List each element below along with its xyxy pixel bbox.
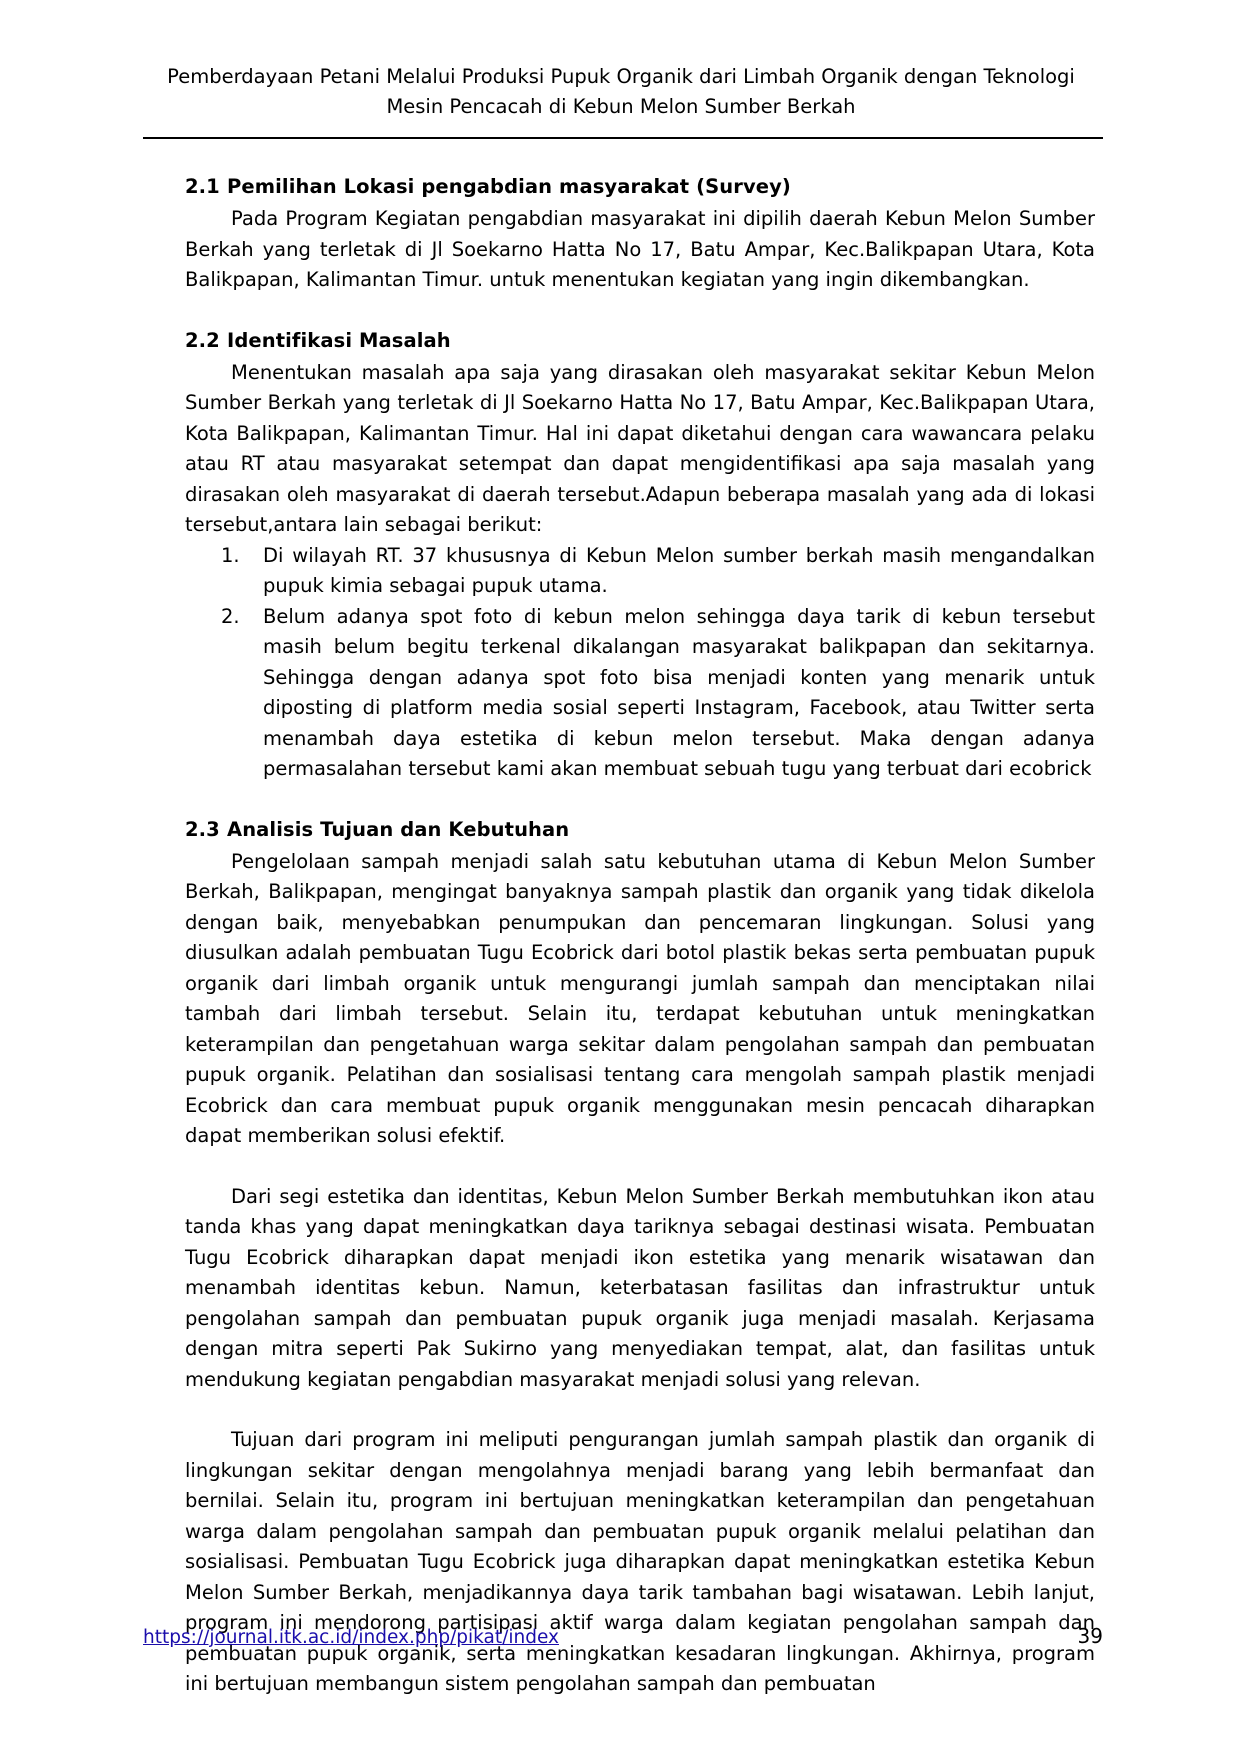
section-number-2-1: 2.1 <box>185 175 220 198</box>
list-item-marker: 1. <box>221 543 240 567</box>
section-title-2-3: Analisis Tujuan dan Kebutuhan <box>227 817 570 841</box>
problem-list <box>185 541 1095 785</box>
spacer <box>185 1395 1095 1425</box>
header-divider <box>143 137 1103 139</box>
list-item <box>185 541 1095 602</box>
paragraph-2-3-3: Tujuan dari program ini meliputi pengurangan jumlah sampah plastik dan organik di lingkungan sekitar dengan mengolahnya menjadi barang yang lebih bermanfaat dan bernilai. Selain itu, program ini bertujuan meningkatkan keterampilan dan pengetahuan warga dalam pengolahan sampah dan pembuatan pupuk organik melalui pelatihan dan sosialisasi. Pembuatan Tugu Ecobrick juga diharapkan dapat meningkatkan estetika Kebun Melon Sumber Berkah, menjadikannya daya tarik tambahan bagi wisatawan. Lebih lanjut, program ini mendorong partisipasi aktif warga dalam kegiatan pengolahan sampah dan pembuatan pupuk organik, serta meningkatkan kesadaran lingkungan. Akhirnya, program ini bertujuan membangun sistem pengolahan sampah dan pembuatan <box>185 1428 1095 1695</box>
spacer <box>185 785 1095 815</box>
running-header-line-1: Pemberdayaan Petani Melalui Produksi Pupuk Organik dari Limbah Organik dengan Teknologi <box>167 65 1075 88</box>
page-footer <box>143 1623 1103 1651</box>
document-body <box>185 172 1095 1700</box>
paragraph-2-3-1: Pengelolaan sampah menjadi salah satu kebutuhan utama di Kebun Melon Sumber Berkah, Balikpapan, mengingat banyaknya sampah plastik dan organik yang tidak dikelola dengan baik, menyebabkan penumpukan dan pencemaran lingkungan. Solusi yang diusulkan adalah pembuatan Tugu Ecobrick dari botol plastik bekas serta pembuatan pupuk organik dari limbah organik untuk mengurangi jumlah sampah dan menciptakan nilai tambah dari limbah tersebut. Selain itu, terdapat kebutuhan untuk meningkatkan keterampilan dan pengetahuan warga sekitar dalam pengolahan sampah dan pembuatan pupuk organik. Pelatihan dan sosialisasi tentang cara mengolah sampah plastik menjadi Ecobrick dan cara membuat pupuk organik menggunakan mesin pencacah diharapkan dapat memberikan solusi efektif. <box>185 849 1095 1147</box>
list-item <box>185 602 1095 785</box>
spacer <box>185 1152 1095 1182</box>
journal-url-link[interactable]: https://journal.itk.ac.id/index.php/pikat/index <box>143 1627 559 1648</box>
list-item-marker: 2. <box>221 604 240 628</box>
running-header-line-2: Mesin Pencacah di Kebun Melon Sumber Berkah <box>386 95 856 118</box>
spacer <box>185 296 1095 326</box>
page-number: 39 <box>1077 1624 1103 1648</box>
running-header <box>140 62 1102 122</box>
section-heading-2-1 <box>185 172 1095 202</box>
section-number-2-2: 2.2 <box>185 328 220 352</box>
section-heading-2-2 <box>185 326 1095 356</box>
section-title-2-2: Identifikasi Masalah <box>227 328 451 352</box>
paragraph-2-3-2: Dari segi estetika dan identitas, Kebun Melon Sumber Berkah membutuhkan ikon atau tanda khas yang dapat meningkatkan daya tariknya sebagai destinasi wisata. Pembuatan Tugu Ecobrick diharapkan dapat menjadi ikon estetika yang menarik wisatawan dan menambah identitas kebun. Namun, keterbatasan fasilitas dan infrastruktur untuk pengolahan sampah dan pembuatan pupuk organik juga menjadi masalah. Kerjasama dengan mitra seperti Pak Sukirno yang menyediakan tempat, alat, dan fasilitas untuk mendukung kegiatan pengabdian masyarakat menjadi solusi yang relevan. <box>185 1184 1095 1391</box>
paragraph-2-2-1: Menentukan masalah apa saja yang dirasakan oleh masyarakat sekitar Kebun Melon Sumber Berkah yang terletak di Jl Soekarno Hatta No 17, Batu Ampar, Kec.Balikpapan Utara, Kota Balikpapan, Kalimantan Timur. Hal ini dapat diketahui dengan cara wawancara pelaku atau RT atau masyarakat setempat dan dapat mengidentifikasi apa saja masalah yang dirasakan oleh masyarakat di daerah tersebut.Adapun beberapa masalah yang ada di lokasi tersebut,antara lain sebagai berikut: <box>185 360 1095 536</box>
list-item-text: Belum adanya spot foto di kebun melon sehingga daya tarik di kebun tersebut masih belum begitu terkenal dikalangan masyarakat balikpapan dan sekitarnya. Sehingga dengan adanya spot foto bisa menjadi konten yang menarik untuk diposting di platform media sosial seperti Instagram, Facebook, atau Twitter serta menambah daya estetika di kebun melon tersebut. Maka dengan adanya permasalahan tersebut kami akan membuat sebuah tugu yang terbuat dari ecobrick <box>263 604 1095 780</box>
list-item-text: Di wilayah RT. 37 khususnya di Kebun Melon sumber berkah masih mengandalkan pupuk kimia sebagai pupuk utama. <box>263 543 1095 597</box>
paragraph-2-1-1: Pada Program Kegiatan pengabdian masyarakat ini dipilih daerah Kebun Melon Sumber Berkah yang terletak di Jl Soekarno Hatta No 17, Batu Ampar, Kec.Balikpapan Utara, Kota Balikpapan, Kalimantan Timur. untuk menentukan kegiatan yang ingin dikembangkan. <box>185 207 1095 291</box>
section-heading-2-3 <box>185 815 1095 845</box>
section-title-2-1: Pemilihan Lokasi pengabdian masyarakat (Survey) <box>227 175 791 198</box>
section-number-2-3: 2.3 <box>185 817 220 841</box>
